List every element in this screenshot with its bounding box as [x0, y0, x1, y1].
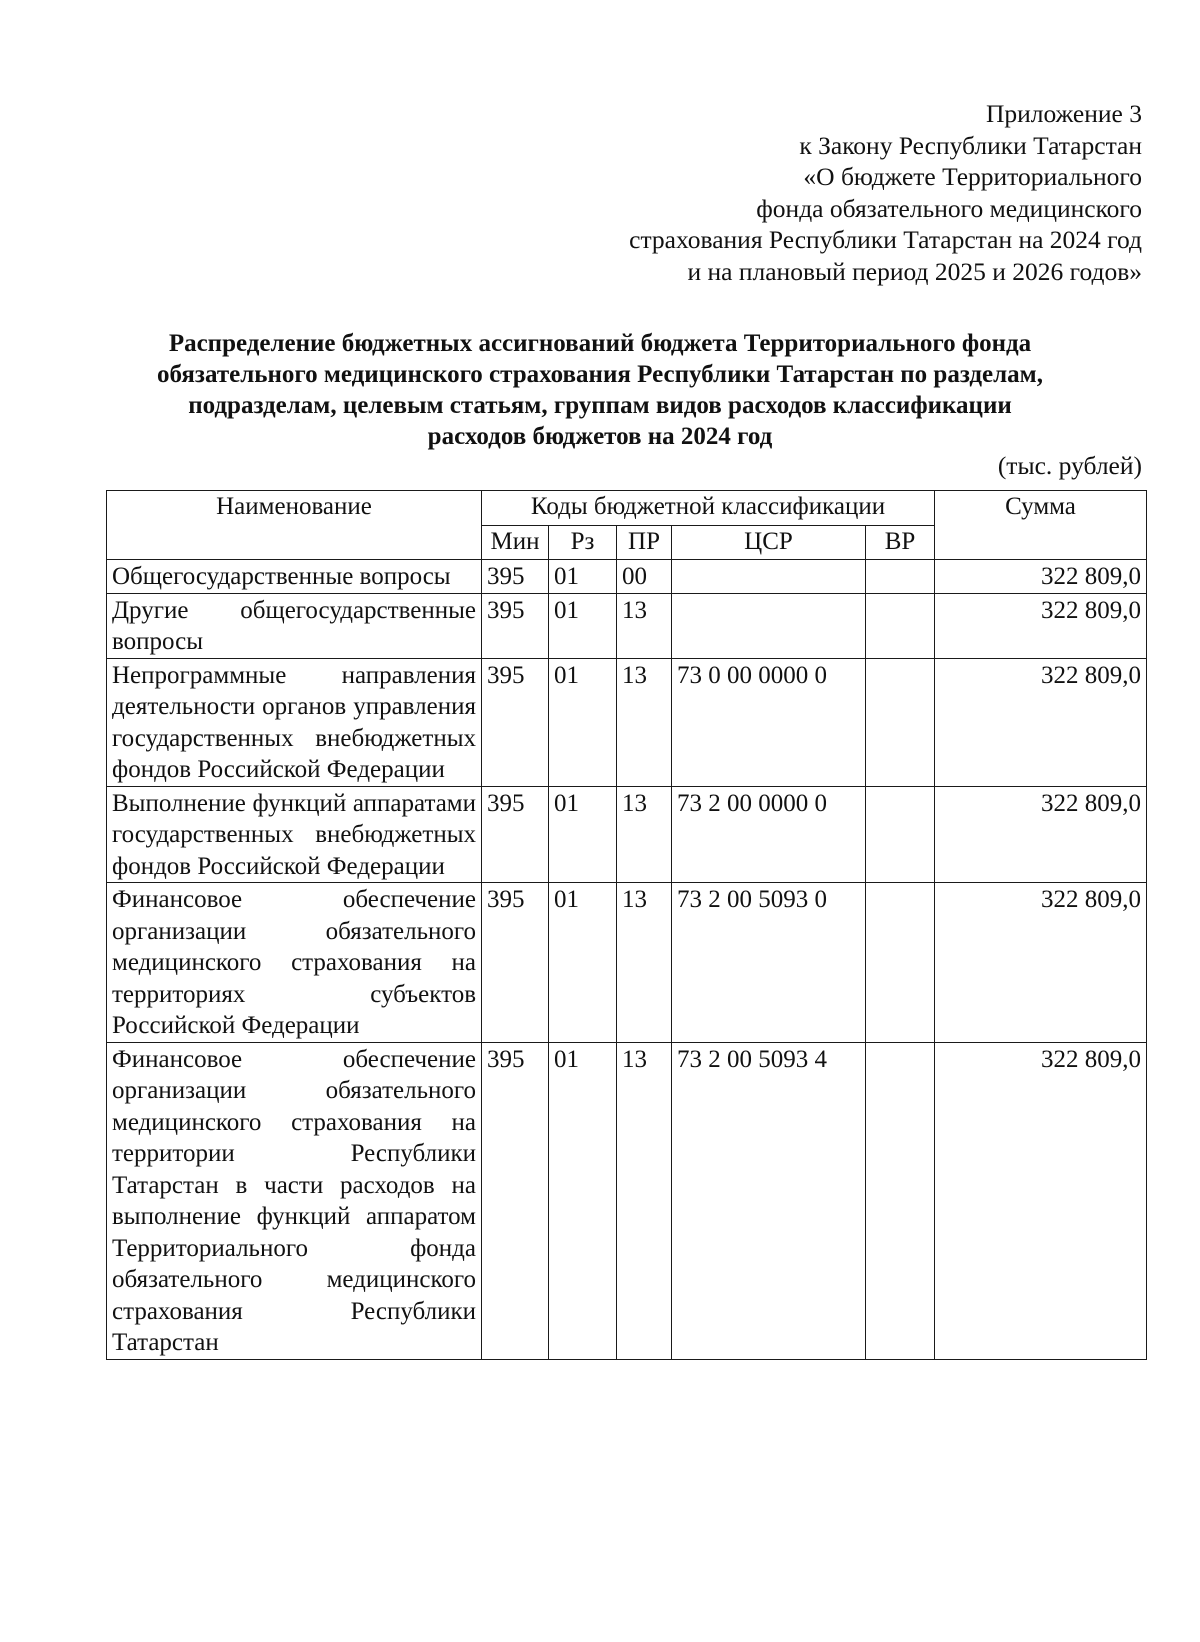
header-name: Наименование	[107, 491, 482, 560]
row-rz: 01	[549, 786, 617, 883]
header-row	[107, 491, 1147, 526]
appendix-line: и на плановый период 2025 и 2026 годов»	[687, 256, 1142, 286]
row-sum: 322 809,0	[935, 560, 1147, 594]
row-name: Финансовое обеспечение организации обязательного медицинского страхования на территориях субъектов Российской Федерации	[107, 883, 482, 1043]
table-row	[107, 1042, 1147, 1359]
row-sum: 322 809,0	[935, 593, 1147, 658]
row-pr: 13	[617, 786, 672, 883]
header-pr: ПР	[617, 525, 672, 560]
row-pr: 13	[617, 883, 672, 1043]
row-sum: 322 809,0	[935, 658, 1147, 786]
budget-table	[106, 490, 1147, 1360]
row-sum: 322 809,0	[935, 1042, 1147, 1359]
row-vr	[866, 593, 935, 658]
header-min: Мин	[482, 525, 549, 560]
row-name: Непрограммные направления деятельности органов управления государственных внебюджетных фондов Российской Федерации	[107, 658, 482, 786]
appendix-line: Приложение 3	[986, 99, 1142, 128]
header-csr: ЦСР	[672, 525, 866, 560]
row-rz: 01	[549, 593, 617, 658]
appendix-header	[629, 98, 1142, 287]
row-pr: 13	[617, 658, 672, 786]
row-name: Финансовое обеспечение организации обязательного медицинского страхования на территории Республики Татарстан в части расходов на выполнение функций аппаратом Территориального фонда обязательного медицинского страхования Республики Татарстан	[107, 1042, 482, 1359]
row-sum: 322 809,0	[935, 883, 1147, 1043]
row-csr: 73 2 00 5093 4	[672, 1042, 866, 1359]
row-rz: 01	[549, 883, 617, 1043]
row-csr	[672, 593, 866, 658]
appendix-line: фонда обязательного медицинского	[756, 193, 1142, 223]
table-row	[107, 786, 1147, 883]
table-row	[107, 658, 1147, 786]
table-row	[107, 883, 1147, 1043]
header-codes: Коды бюджетной классификации	[482, 491, 935, 526]
title-line: Распределение бюджетных ассигнований бюджета Территориального фонда	[168, 330, 1032, 357]
table-row	[107, 560, 1147, 594]
row-name: Другие общегосударственные вопросы	[107, 593, 482, 658]
row-csr: 73 2 00 5093 0	[672, 883, 866, 1043]
title-line: подразделам, целевым статьям, группам видов расходов классификации	[188, 392, 1012, 419]
row-min: 395	[482, 658, 549, 786]
appendix-line: страхования Республики Татарстан на 2024 год	[629, 225, 1142, 254]
row-pr: 13	[617, 593, 672, 658]
row-min: 395	[482, 883, 549, 1043]
row-rz: 01	[549, 658, 617, 786]
row-vr	[866, 786, 935, 883]
appendix-line: к Закону Республики Татарстан	[799, 130, 1142, 160]
row-csr: 73 2 00 0000 0	[672, 786, 866, 883]
row-pr: 00	[617, 560, 672, 594]
header-rz: Рз	[549, 525, 617, 560]
table-row	[107, 593, 1147, 658]
row-sum: 322 809,0	[935, 786, 1147, 883]
title-line: обязательного медицинского страхования Республики Татарстан по разделам,	[157, 361, 1043, 388]
title-line: расходов бюджетов на 2024 год	[427, 423, 773, 450]
unit-label: (тыс. рублей)	[997, 451, 1142, 480]
document-title	[95, 328, 1105, 452]
row-min: 395	[482, 786, 549, 883]
row-vr	[866, 1042, 935, 1359]
row-rz: 01	[549, 1042, 617, 1359]
header-vr: ВР	[866, 525, 935, 560]
row-min: 395	[482, 593, 549, 658]
row-pr: 13	[617, 1042, 672, 1359]
row-vr	[866, 883, 935, 1043]
row-vr	[866, 658, 935, 786]
header-sum: Сумма	[935, 491, 1147, 560]
row-csr	[672, 560, 866, 594]
row-min: 395	[482, 1042, 549, 1359]
appendix-line: «О бюджете Территориального	[803, 162, 1142, 191]
row-name: Общегосударственные вопросы	[107, 560, 482, 594]
row-min: 395	[482, 560, 549, 594]
row-vr	[866, 560, 935, 594]
row-rz: 01	[549, 560, 617, 594]
row-csr: 73 0 00 0000 0	[672, 658, 866, 786]
row-name: Выполнение функций аппаратами государственных внебюджетных фондов Российской Федерации	[107, 786, 482, 883]
